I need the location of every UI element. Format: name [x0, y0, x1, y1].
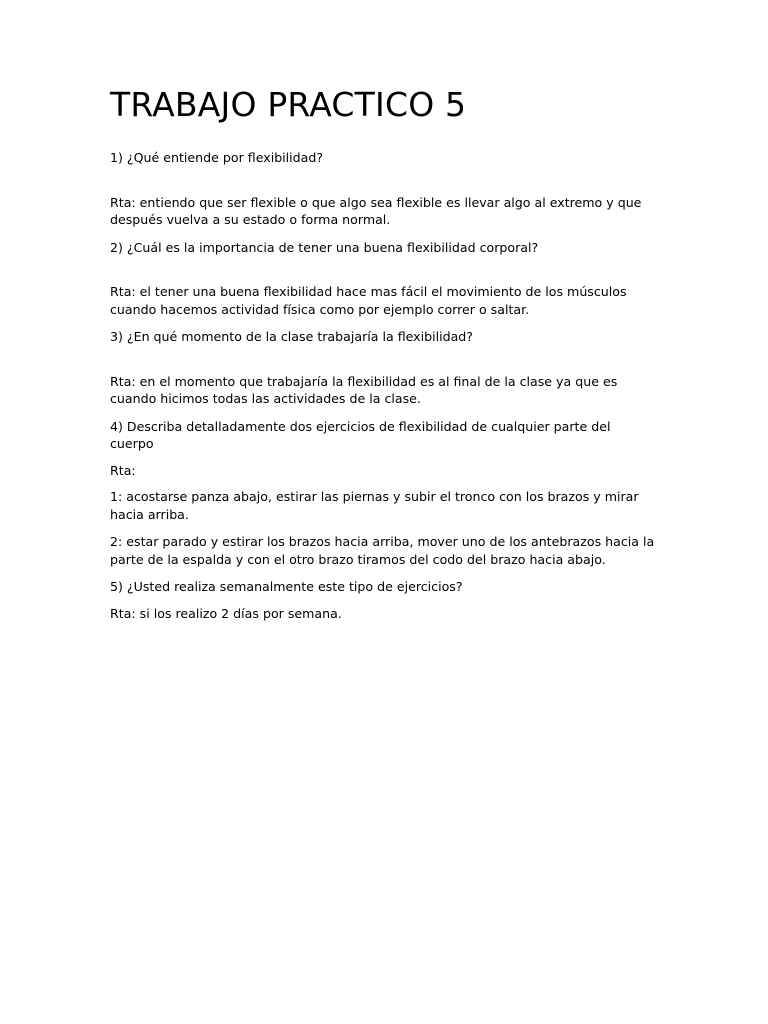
answer-4-item-2: 2: estar parado y estirar los brazos hacia arriba, mover uno de los antebrazos hacia la parte de la espalda y con el otro brazo tiramos del codo del brazo hacia abajo. [110, 534, 655, 567]
question-5: 5) ¿Usted realiza semanalmente este tipo de ejercicios? [110, 579, 463, 594]
answer-4-label: Rta: [110, 462, 136, 478]
answer-2: Rta: el tener una buena flexibilidad hace mas fácil el movimiento de los músculos cuando hacemos actividad física como por ejemplo correr o saltar. [110, 284, 627, 317]
document-title: TRABAJO PRACTICO 5 [110, 85, 467, 124]
question-1: 1) ¿Qué entiende por flexibilidad? [110, 150, 324, 165]
question-3: 3) ¿En qué momento de la clase trabajaría la flexibilidad? [110, 329, 473, 344]
document-body [110, 149, 658, 622]
question-4: 4) Describa detalladamente dos ejercicios de flexibilidad de cualquier parte del cuerpo [110, 418, 611, 451]
answer-3: Rta: en el momento que trabajaría la flexibilidad es al final de la clase ya que es cuando hicimos todas las actividades de la clase. [110, 373, 618, 406]
question-2: 2) ¿Cuál es la importancia de tener una buena flexibilidad corporal? [110, 239, 539, 255]
answer-4-item-1: 1: acostarse panza abajo, estirar las piernas y subir el tronco con los brazos y mirar hacia arriba. [110, 489, 639, 522]
document-content [110, 86, 658, 631]
answer-5: Rta: si los realizo 2 días por semana. [110, 605, 342, 621]
answer-1: Rta: entiendo que ser flexible o que algo sea flexible es llevar algo al extremo y que después vuelva a su estado o forma normal. [110, 194, 642, 227]
